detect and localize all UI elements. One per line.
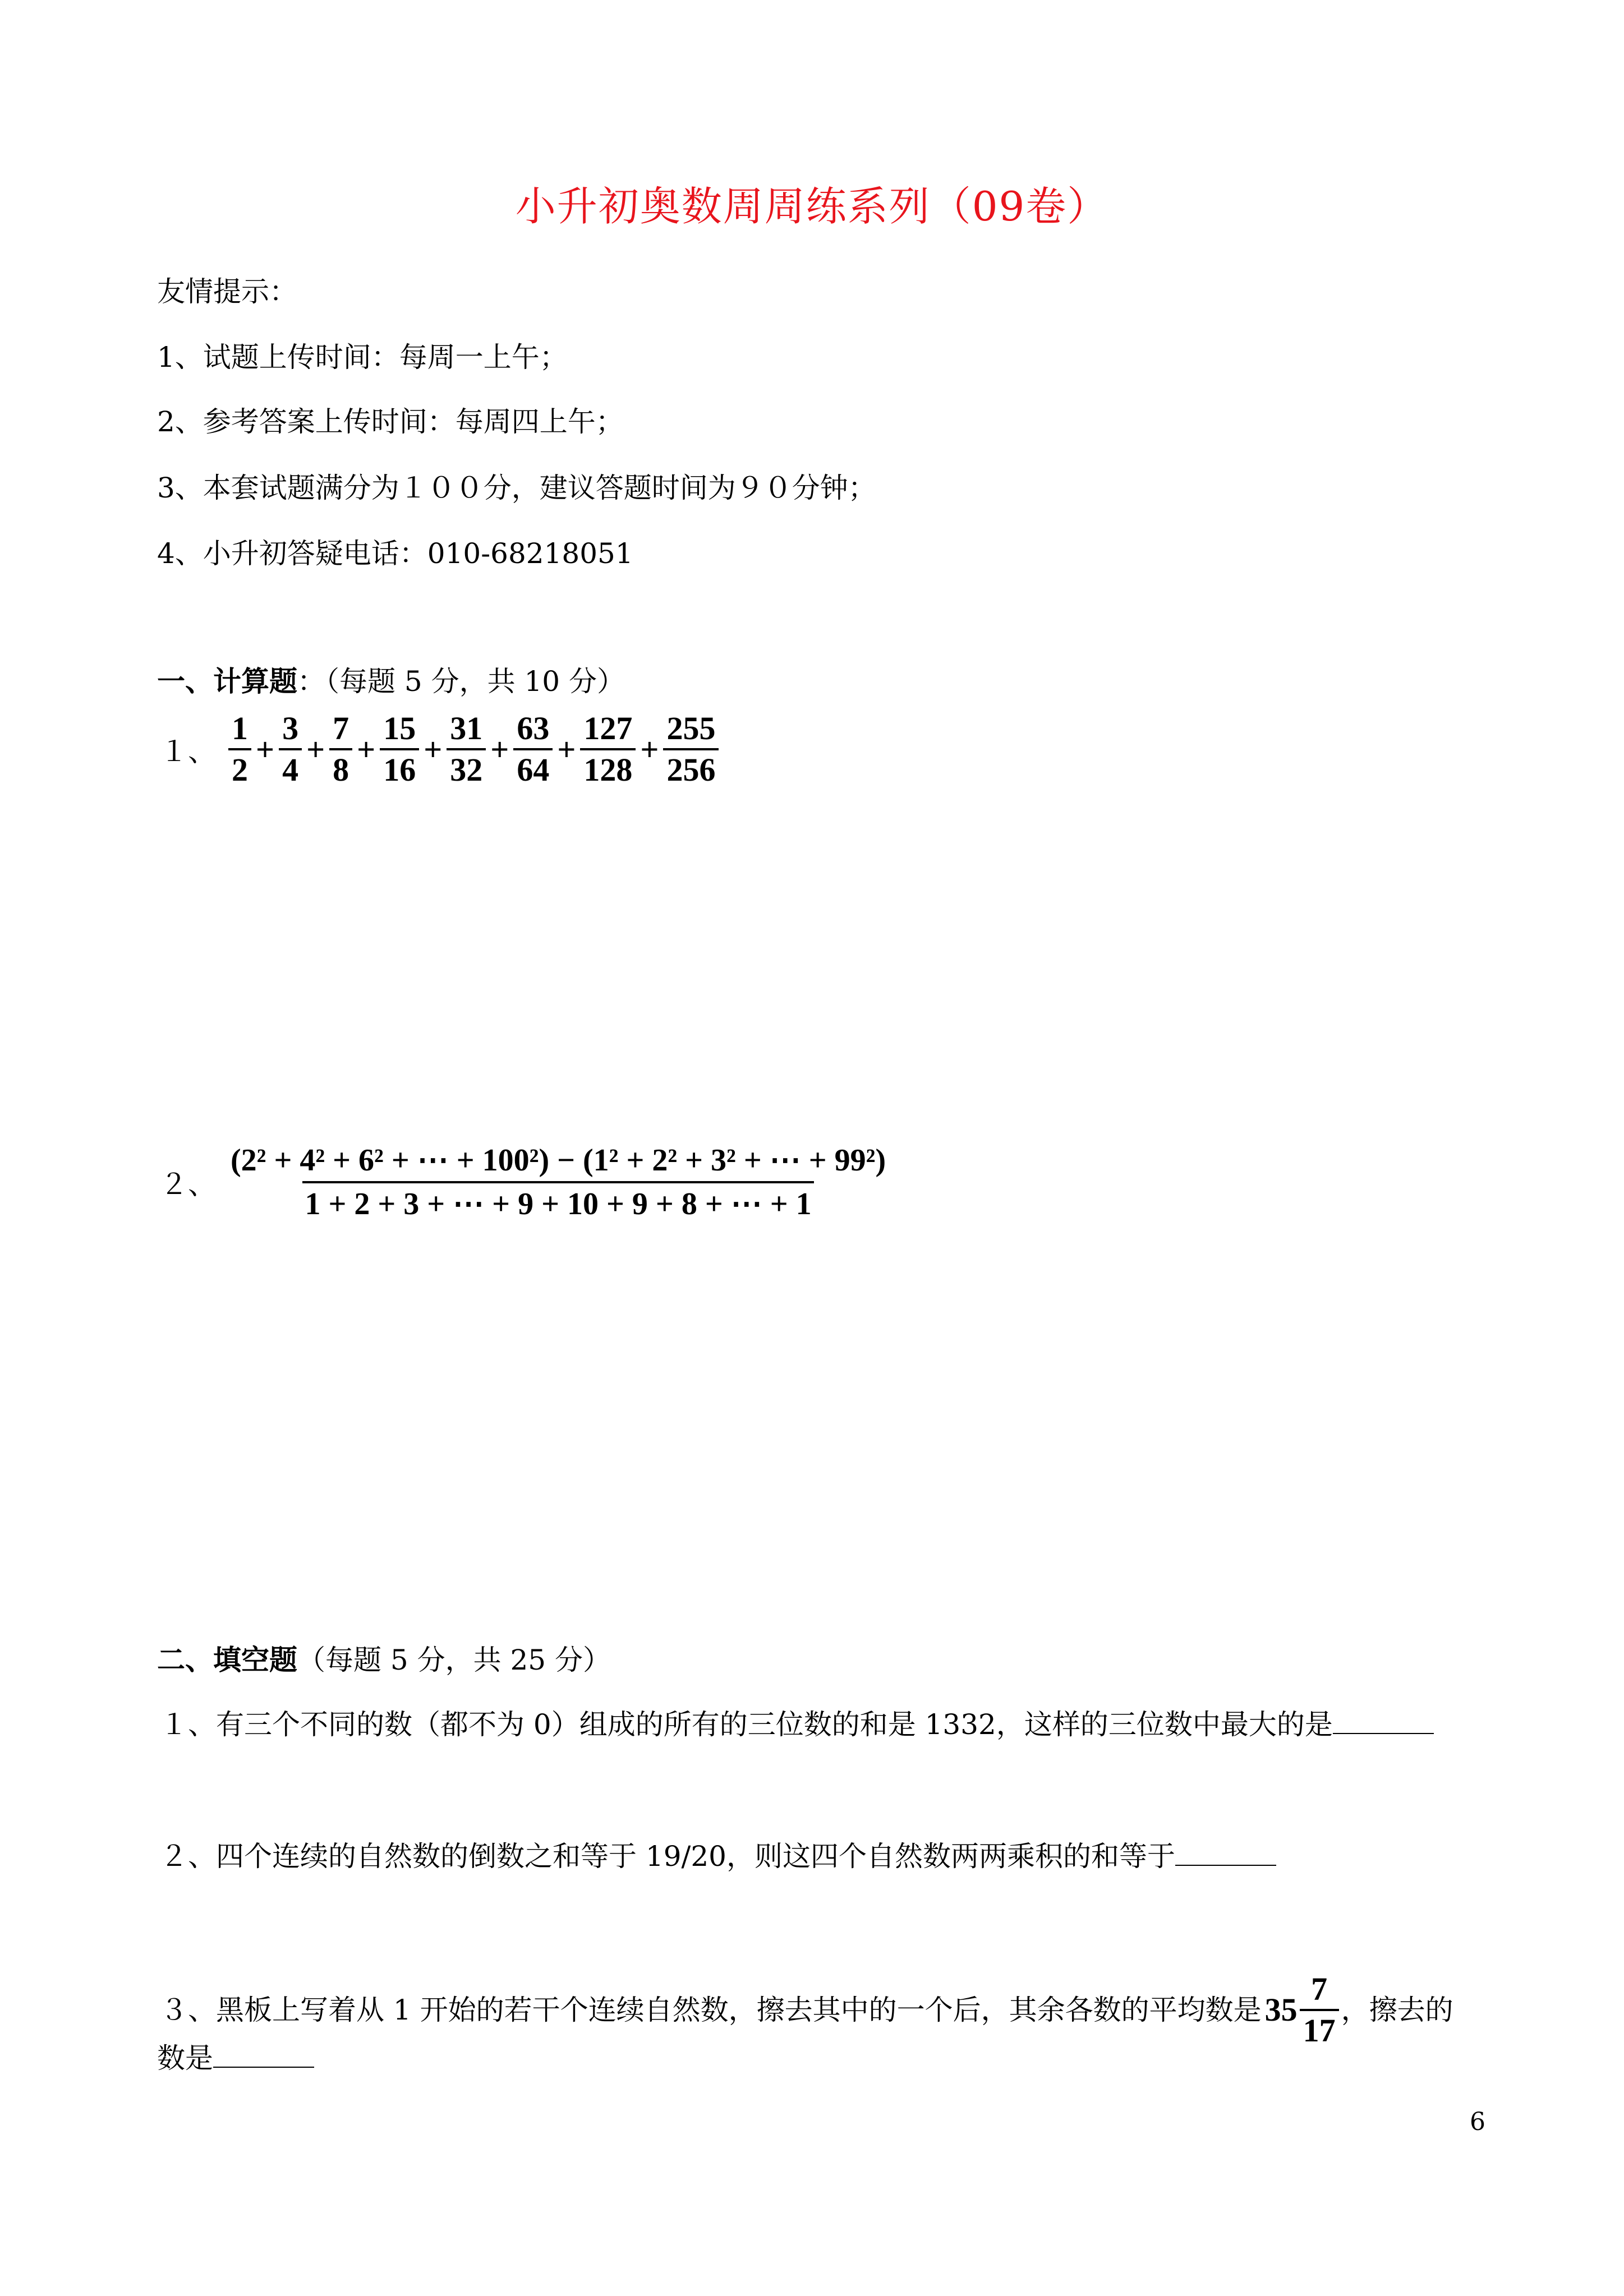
q2-3-text-line2: 数是: [157, 2042, 213, 2074]
plus-sign: +: [357, 731, 376, 768]
fraction: $\frac{3}{4}$: [279, 712, 302, 786]
q2-3-text-end: ，擦去的: [1341, 1994, 1453, 2026]
question-1-1: [160, 712, 721, 786]
page-title: 小升初奥数周周练系列（09卷）: [515, 183, 1109, 230]
tip-item-3: 3、本套试题满分为１００分，建议答题时间为９０分钟；: [157, 472, 876, 504]
big-fraction: [228, 1144, 888, 1220]
mixed-number-whole: 35: [1264, 1991, 1298, 2028]
tip-item-2: 2、参考答案上传时间：每周四上午；: [157, 405, 624, 438]
section1-header: [157, 665, 625, 698]
fraction: $\frac{31}{32}$: [447, 712, 486, 786]
section2-note: （每题 5 分，共 25 分）: [297, 1644, 611, 1676]
q2-2-text: ２、四个连续的自然数的倒数之和等于 19/20，则这四个自然数两两乘积的和等于: [160, 1840, 1175, 1873]
section1-note: ：（每题 5 分，共 10 分）: [297, 665, 625, 698]
section2-header: [157, 1643, 611, 1677]
q1-2-label: ２、: [160, 1168, 216, 1201]
plus-sign: +: [256, 731, 275, 768]
section2-heading: 二、填空题: [157, 1643, 297, 1676]
fraction: $\frac{127}{128}$: [580, 712, 636, 786]
fraction: $\frac{1}{2}$: [228, 712, 251, 786]
question-2-1: [160, 1708, 1434, 1741]
answer-blank: [1333, 1711, 1434, 1734]
question-1-2: [160, 1144, 890, 1220]
mixed-number-fraction: $\frac{7}{17}$: [1300, 1973, 1339, 2047]
big-fraction-numerator: (2² + 4² + 6² + ⋯ + 100²) − (1² + 2² + 3² + ⋯ + 99²): [231, 1143, 886, 1178]
page-number: 6: [1470, 2108, 1485, 2136]
section1-heading: 一、计算题: [157, 665, 297, 698]
fraction-sum: [226, 712, 721, 786]
q2-1-text: １、有三个不同的数（都不为 0）组成的所有的三位数的和是 1332，这样的三位数中最大的是: [160, 1708, 1333, 1741]
answer-blank: [1175, 1842, 1276, 1866]
plus-sign: +: [490, 731, 509, 768]
tips-heading: 友情提示：: [157, 275, 297, 308]
fraction: $\frac{255}{256}$: [663, 712, 719, 786]
plus-sign: +: [640, 731, 659, 768]
fraction: $\frac{15}{16}$: [380, 712, 419, 786]
fraction: $\frac{63}{64}$: [513, 712, 553, 786]
question-2-3-line2: [157, 2041, 314, 2075]
answer-blank: [213, 2044, 314, 2068]
plus-sign: +: [424, 731, 443, 768]
tip-item-1: 1、试题上传时间：每周一上午；: [157, 341, 568, 374]
q2-3-text: ３、黑板上写着从 1 开始的若干个连续自然数，擦去其中的一个后，其余各数的平均数是: [160, 1994, 1262, 2026]
plus-sign: +: [306, 731, 325, 768]
fraction: $\frac{7}{8}$: [329, 712, 352, 786]
question-2-3: [160, 1973, 1453, 2047]
tip-item-4: 4、小升初答疑电话：010-68218051: [157, 537, 633, 570]
plus-sign: +: [557, 731, 576, 768]
mixed-number: [1265, 1973, 1341, 2047]
q1-1-label: １、: [160, 735, 216, 768]
question-2-2: [160, 1839, 1276, 1873]
big-fraction-denominator: 1 + 2 + 3 + ⋯ + 9 + 10 + 9 + 8 + ⋯ + 1: [302, 1181, 813, 1220]
